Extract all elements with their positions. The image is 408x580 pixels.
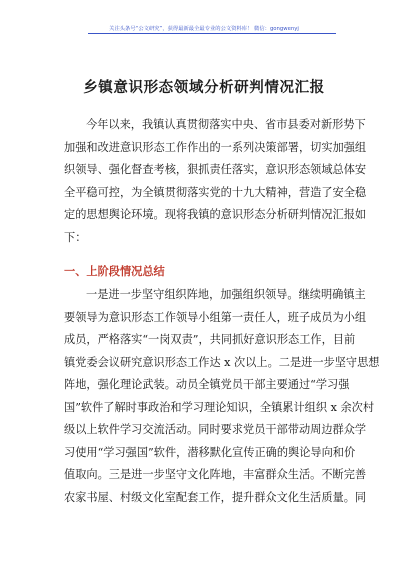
paragraph-line: 加强和改进意识形态工作作出的一系列决策部署，切实加强组	[64, 140, 367, 154]
paragraph-line: 值取向。三是进一步坚守文化阵地，丰富群众生活。不断完善	[64, 468, 367, 481]
paragraph-line: 今年以来，我镇认真贯彻落实中央、省市县委对新形势下	[86, 118, 366, 131]
paragraph-line: 级以上软件学习交流活动。同时要求党员干部带动周边群众学	[64, 423, 367, 436]
paragraph-line: 阵地，强化理论武装。动员全镇党员干部主要通过“学习强	[64, 378, 350, 391]
paragraph-line: 织领导、强化督查考核，狠抓责任落实，意识形态领域总体安	[64, 163, 367, 176]
header-note: 关注头条号“公文研究”，获得最新最全最专业的公文资料库！ 微信：gongwenyj	[109, 26, 299, 32]
paragraph-line: 要领导为意识形态工作领导小组第一责任人，班子成员为小组	[64, 310, 367, 324]
section-paragraph	[64, 284, 380, 509]
paragraph-line: 镇党委会议研究意识形态工作达 x 次以上。二是进一步坚守思想	[64, 355, 380, 369]
header-divider	[88, 33, 336, 34]
paragraph-line: 农家书屋、村级文化室配套工作，提升群众文化生活质量。同	[64, 490, 367, 504]
paragraph-line: 全平稳可控，为全镇贯彻落实党的十九大精神，营造了安全稳	[64, 185, 367, 199]
paragraph-line: 习使用“学习强国”软件，潜移默化宣传正确的舆论导向和价	[64, 445, 356, 459]
paragraph-line: 一是进一步坚守组织阵地，加强组织领导。继续明确镇主	[86, 288, 366, 301]
document-title: 乡镇意识形态领域分析研判情况汇报	[83, 80, 325, 96]
section-heading: 一、上阶段情况总结	[64, 265, 165, 278]
paragraph-line: 定的思想舆论环境。现将我镇的意识形态分析研判情况汇报如	[64, 208, 367, 221]
paragraph-line: 下：	[64, 230, 87, 244]
paragraph-line: 国”软件了解时事政治和学习理论知识，全镇累计组织 x 余次村	[64, 400, 375, 414]
paragraph-line: 成员，严格落实“一岗双责”，共同抓好意识形态工作，目前	[64, 333, 356, 346]
intro-paragraph	[64, 114, 367, 249]
